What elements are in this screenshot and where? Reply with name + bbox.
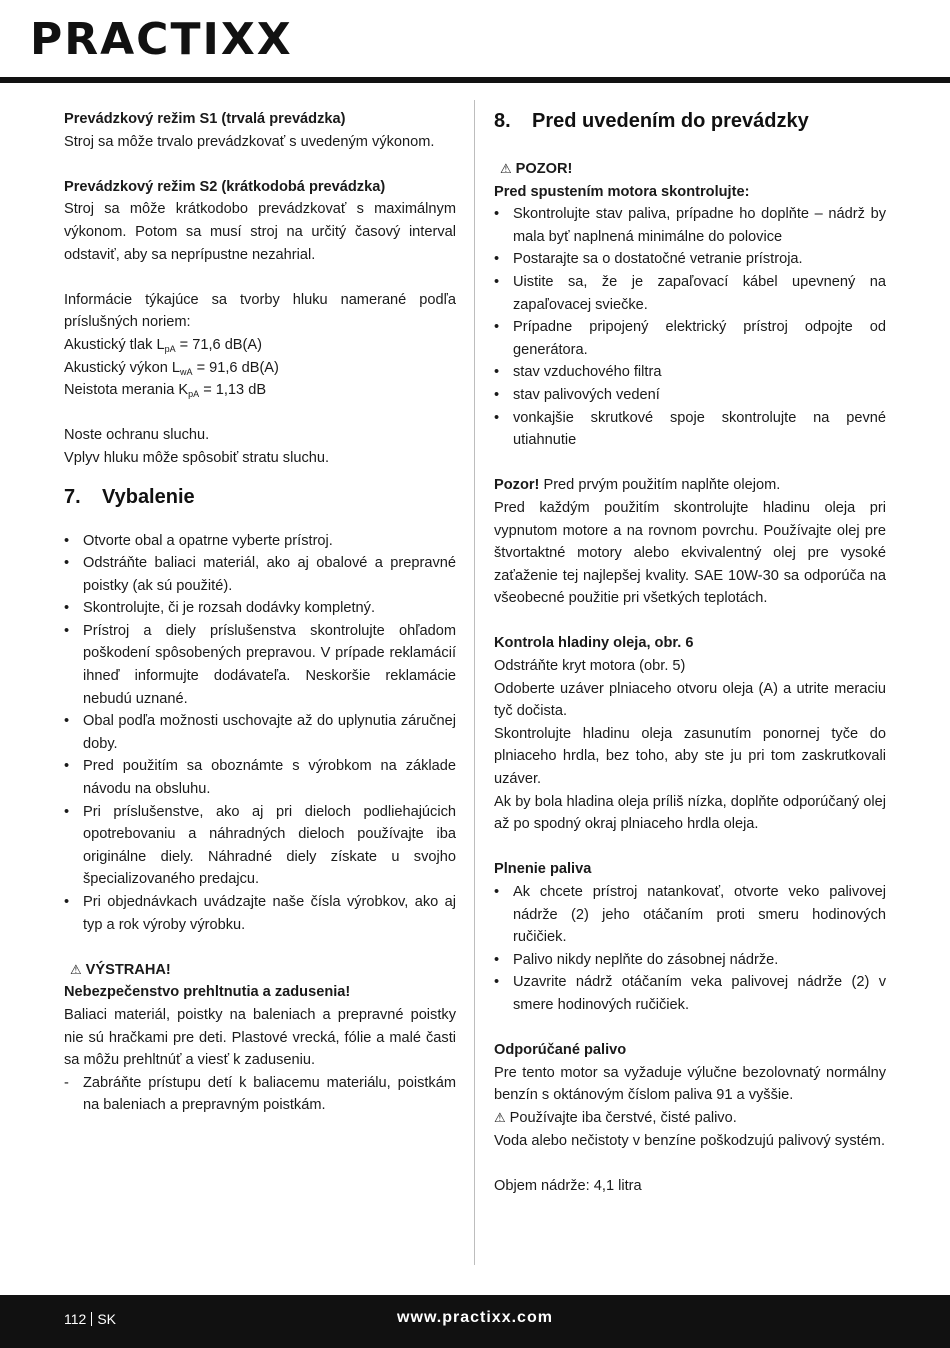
column-divider [474, 100, 475, 1265]
caution-title [494, 158, 886, 181]
list-item [64, 1072, 456, 1117]
oil-level-title: Kontrola hladiny oleja, obr. 6 [494, 635, 694, 652]
list-item-text: Obal podľa možnosti uschovajte až do uplynutia záručnej doby. [83, 713, 456, 752]
list-item [64, 552, 456, 597]
list-item [494, 271, 886, 316]
warning-triangle-icon: ⚠ [494, 1109, 506, 1125]
list-item [64, 597, 456, 620]
list-item [64, 755, 456, 800]
list-item-text: Postarajte sa o dostatočné vetranie prístroja. [513, 251, 803, 268]
bullet-icon: • [64, 555, 70, 572]
list-item [494, 248, 886, 271]
list-item [494, 971, 886, 1016]
caution-subtitle: Pred spustením motora skontrolujte: [494, 183, 750, 200]
list-item [494, 361, 886, 384]
recommended-fuel-title: Odporúčané palivo [494, 1042, 627, 1059]
noise-power-value: = 91,6 dB(A) [196, 359, 279, 376]
list-item-text: Prípadne pripojený elektrický prístroj odpojte od generátora. [513, 319, 886, 358]
noise-intro: Informácie týkajúce sa tvorby hluku namerané podľa príslušných noriem: [64, 291, 456, 331]
pre-start-check-list [494, 203, 886, 452]
list-item-text: Uzavrite nádrž otáčaním veka palivovej nádrže (2) v smere hodinových ručičiek. [513, 974, 886, 1013]
bullet-icon: • [494, 251, 500, 268]
list-item [494, 384, 886, 407]
list-item [64, 891, 456, 936]
section-8-heading [494, 108, 886, 134]
noise-power-label: Akustický výkon L [64, 359, 180, 376]
noise-pressure [64, 334, 456, 357]
list-item [494, 203, 886, 248]
warning-title [64, 959, 456, 982]
s2-text: Stroj sa môže krátkodobo prevádzkovať s maximálnym výkonom. Potom sa musí stroj na určitý časový interval odstaviť, aby sa neprípustne nezahrial. [64, 201, 456, 263]
list-item-text: Otvorte obal a opatrne vyberte prístroj. [83, 532, 333, 549]
bullet-icon: • [494, 364, 500, 381]
warning-triangle-icon: ⚠ [500, 161, 512, 176]
list-item-text: Pri príslušenstve, ako aj pri dieloch podliehajúcich opotrebovaniu a náhradných dieloch používajte iba originálne diely. Náhradné diely získate u svojho špecializovaného predajcu. [83, 803, 456, 888]
bullet-icon: • [494, 206, 500, 223]
warning-text: Baliaci materiál, poistky na baleniach a prepravné poistky nie sú hračkami pre deti. Plastové vrecká, fólie a malé časti sa môžu prehltnúť a viesť k zaduseniu. [64, 1006, 456, 1069]
noise-effect-note: Vplyv hluku môže spôsobiť stratu sluchu. [64, 449, 330, 466]
list-item-text: Skontrolujte, či je rozsah dodávky kompletný. [83, 600, 376, 617]
recommended-fuel-text-2: Voda alebo nečistoty v benzíne poškodzujú palivový systém. [494, 1132, 886, 1149]
section-8-title: Pred uvedením do prevádzky [532, 110, 809, 132]
bullet-icon: • [494, 319, 500, 336]
s1-title: Prevádzkový režim S1 (trvalá prevádzka) [64, 111, 346, 127]
language-code: SK [97, 1311, 117, 1327]
header-rule [0, 77, 950, 83]
noise-uncertainty [64, 379, 456, 402]
warning-dash-list [64, 1072, 456, 1117]
list-item-text: stav palivových vedení [513, 386, 660, 403]
oil-level-step-3: Skontrolujte hladinu oleja zasunutím ponornej tyče do plniaceho hrdla, bez toho, aby ste ju pri tom zaskrutkovali uzáver. [494, 725, 886, 788]
list-item [64, 710, 456, 755]
list-item-text: stav vzduchového filtra [513, 364, 662, 381]
bullet-icon: • [494, 951, 500, 968]
list-item [494, 949, 886, 972]
noise-uncert-label: Neistota merania K [64, 382, 189, 399]
noise-uncert-sub: pA [188, 389, 200, 400]
oil-level-step-2: Odoberte uzáver plniaceho otvoru oleja (A) a utrite meraciu tyč dočista. [494, 680, 886, 720]
recommended-fuel-warning [494, 1107, 886, 1130]
caution-title-text: POZOR! [515, 161, 573, 177]
noise-pressure-value: = 71,6 dB(A) [179, 336, 262, 353]
tank-volume: Objem nádrže: 4,1 litra [494, 1177, 642, 1194]
warning-subtitle: Nebezpečenstvo prehltnutia a zadusenia! [64, 984, 351, 1001]
page-footer [0, 1295, 950, 1348]
list-item [494, 407, 886, 452]
bullet-icon: • [64, 758, 70, 775]
warning-triangle-icon: ⚠ [70, 961, 82, 977]
list-item-text: vonkajšie skrutkové spoje skontrolujte na pevné utiahnutie [513, 409, 886, 449]
list-item-text: Zabráňte prístupu detí k baliacemu materiálu, poistkám na baleniach a prepravným poistkám. [83, 1074, 456, 1114]
right-column [494, 108, 886, 1197]
list-item [64, 530, 456, 553]
oil-caution-label: Pozor! [494, 477, 540, 494]
dash-icon: - [64, 1074, 69, 1091]
unpacking-list [64, 530, 456, 937]
noise-power-sub: wA [179, 366, 193, 377]
fuel-warning-text: Používajte iba čerstvé, čisté palivo. [509, 1109, 737, 1126]
left-column [64, 108, 456, 1117]
noise-power [64, 357, 456, 380]
oil-text: Pred každým použitím skontrolujte hladinu oleja pri vypnutom motore a na rovnom povrchu. Používajte olej pre štvortaktné motory alebo ekvivalentný olej pre vysoké zaťaženie tej najlepšej kvality. SAE 10W-30 sa odporúča na všeobecné použitie pri všetkých teplotách. [494, 499, 886, 607]
bullet-icon: • [494, 409, 500, 426]
website-link[interactable]: www.practixx.com [397, 1309, 553, 1326]
bullet-icon: • [494, 974, 500, 991]
warning-title-text: VÝSTRAHA! [85, 961, 171, 978]
list-item-text: Pred použitím sa oboznámte s výrobkom na základe návodu na obsluhu. [83, 758, 456, 798]
list-item [494, 316, 886, 361]
section-7-heading [64, 484, 456, 510]
noise-pressure-sub: pA [164, 343, 176, 354]
oil-level-step-1: Odstráňte kryt motora (obr. 5) [494, 658, 686, 675]
fuel-title: Plnenie paliva [494, 861, 592, 878]
bullet-icon: • [64, 622, 70, 639]
bullet-icon: • [64, 600, 70, 617]
list-item-text: Pri objednávkach uvádzajte naše čísla výrobkov, ako aj typ a rok výroby výrobku. [83, 894, 456, 933]
list-item-text: Prístroj a diely príslušenstva skontrolujte ohľadom poškodení spôsobených prepravou. V prípade reklamácií ihneď informujte dodávateľa. Neskoršie reklamácie nebudú uznané. [83, 622, 456, 707]
list-item [64, 620, 456, 710]
noise-pressure-label: Akustický tlak L [64, 336, 165, 353]
fuel-list [494, 881, 886, 1017]
list-item-text: Skontrolujte stav paliva, prípadne ho doplňte – nádrž by mala byť naplnená minimálne do polovice [513, 206, 886, 245]
recommended-fuel-text: Pre tento motor sa vyžaduje výlučne bezolovnatý normálny benzín s oktánovým číslom paliva 91 a vyššie. [494, 1064, 886, 1104]
page-header [0, 0, 950, 84]
bullet-icon: • [64, 803, 70, 820]
page-number: 112 [64, 1311, 87, 1327]
bullet-icon: • [494, 273, 500, 290]
s2-title: Prevádzkový režim S2 (krátkodobá prevádzka) [64, 178, 386, 195]
list-item-text: Uistite sa, že je zapaľovací kábel upevnený na zapaľovacej sviečke. [513, 273, 886, 313]
section-8-number: 8. [494, 110, 511, 132]
list-item-text: Ak chcete prístroj natankovať, otvorte veko palivovej nádrže (2) jeho otáčaním proti smeru hodinových ručičiek. [513, 884, 886, 946]
oil-level-step-4: Ak by bola hladina oleja príliš nízka, doplňte odporúčaný olej až po spodný okraj plniaceho hrdla oleja. [494, 793, 886, 833]
bullet-icon: • [64, 532, 70, 549]
oil-caution [494, 474, 886, 497]
section-7-number: 7. [64, 485, 81, 508]
bullet-icon: • [64, 713, 70, 730]
list-item [494, 881, 886, 949]
noise-uncert-value: = 1,13 dB [203, 382, 267, 399]
ear-protection-note: Noste ochranu sluchu. [64, 427, 210, 444]
list-item-text: Odstráňte baliaci materiál, ako aj obalové a prepravné poistky (ak sú použité). [83, 555, 456, 594]
brand-logo: PRACTIXX [30, 14, 293, 65]
s1-text: Stroj sa môže trvalo prevádzkovať s uvedeným výkonom. [64, 133, 435, 150]
list-item [64, 801, 456, 891]
section-7-title: Vybalenie [102, 485, 195, 508]
bullet-icon: • [494, 386, 500, 403]
bullet-icon: • [64, 894, 70, 910]
oil-caution-text: Pred prvým použitím naplňte olejom. [539, 477, 781, 494]
list-item-text: Palivo nikdy neplňte do zásobnej nádrže. [513, 951, 779, 968]
bullet-icon: • [494, 884, 500, 900]
